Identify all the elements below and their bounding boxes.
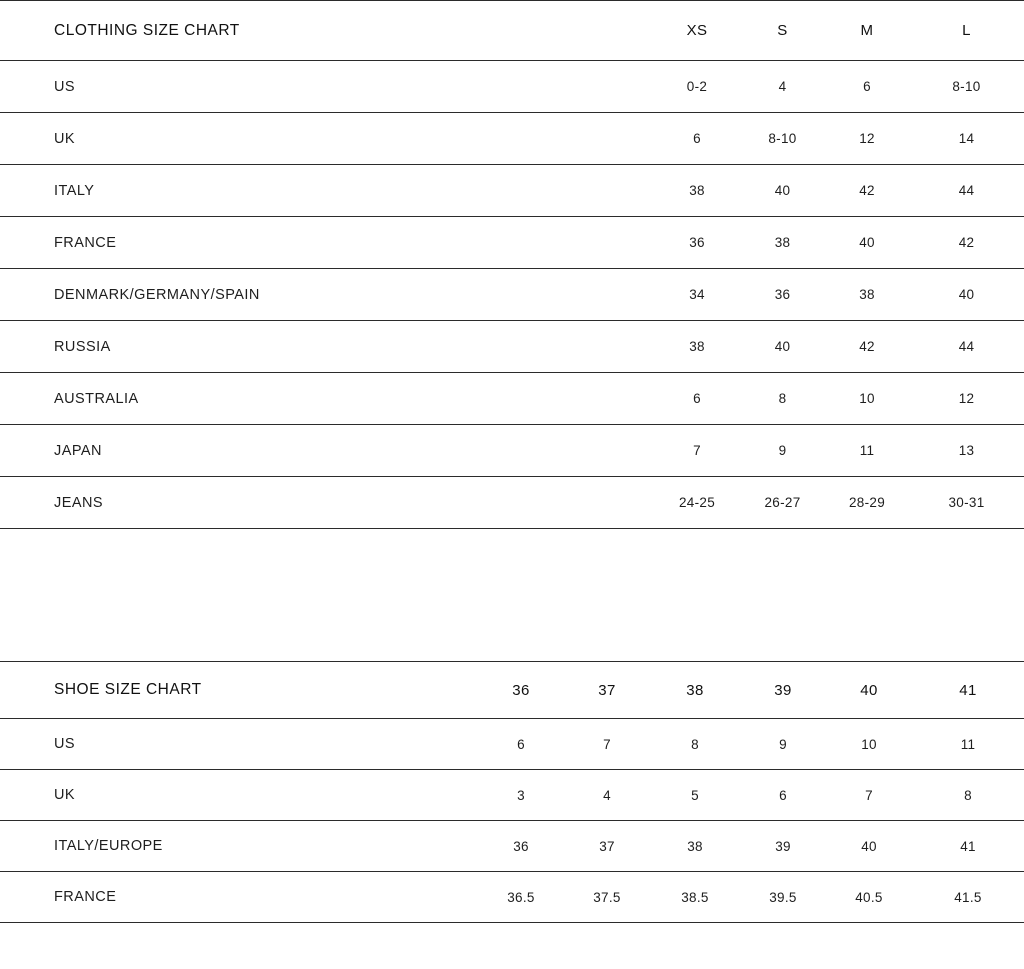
table-row	[0, 217, 1024, 269]
shoe-cell-france-37: 37.5	[593, 889, 621, 905]
clothing-row-label-uk: UK	[54, 130, 76, 147]
clothing-cell-australia-l: 12	[958, 391, 975, 406]
shoe-cell-italy-40: 40	[861, 838, 877, 854]
clothing-header-row	[0, 1, 1024, 61]
clothing-row-label-australia: AUSTRALIA	[54, 390, 139, 407]
table-row	[0, 477, 1024, 529]
clothing-cell-dgs-m: 38	[859, 287, 875, 302]
shoe-row-label-france: FRANCE	[54, 889, 117, 905]
clothing-cell-dgs-l: 40	[958, 287, 975, 302]
clothing-column-header-l: L	[962, 22, 971, 39]
clothing-cell-uk-s: 8-10	[768, 131, 797, 146]
clothing-cell-jeans-xs: 24-25	[678, 495, 716, 510]
shoe-cell-uk-37: 4	[603, 787, 611, 803]
table-row	[0, 321, 1024, 373]
clothing-cell-japan-m: 11	[859, 443, 875, 458]
clothing-row-label-japan: JAPAN	[54, 442, 102, 459]
clothing-cell-france-xs: 36	[689, 235, 705, 250]
clothing-cell-france-s: 38	[774, 235, 791, 250]
shoe-column-header-40: 40	[860, 681, 878, 699]
clothing-cell-italy-xs: 38	[689, 183, 705, 198]
clothing-cell-australia-m: 10	[859, 391, 875, 406]
table-row	[0, 165, 1024, 217]
clothing-cell-japan-xs: 7	[693, 443, 701, 458]
shoe-row-label-uk: UK	[54, 787, 76, 803]
shoe-cell-uk-36: 3	[517, 787, 525, 803]
clothing-cell-us-s: 4	[778, 79, 787, 94]
clothing-row-label-italy: ITALY	[54, 182, 95, 199]
clothing-cell-italy-l: 44	[958, 183, 975, 198]
clothing-cell-jeans-m: 28-29	[848, 495, 886, 510]
table-row	[0, 821, 1024, 872]
shoe-cell-us-41: 11	[960, 736, 976, 752]
shoe-cell-france-41: 41.5	[954, 889, 982, 905]
table-row	[0, 61, 1024, 113]
clothing-cell-dgs-s: 36	[774, 287, 791, 302]
clothing-cell-france-l: 42	[958, 235, 975, 250]
shoe-size-chart	[0, 661, 1024, 923]
bottom-padding	[0, 923, 1024, 969]
shoe-cell-italy-39: 39	[775, 838, 791, 854]
clothing-row-label-us: US	[54, 78, 76, 95]
clothing-cell-russia-xs: 38	[689, 339, 705, 354]
shoe-cell-italy-36: 36	[513, 838, 529, 854]
clothing-cell-jeans-s: 26-27	[764, 495, 801, 510]
shoe-cell-uk-40: 7	[865, 787, 873, 803]
clothing-column-header-m: M	[860, 22, 874, 39]
shoe-cell-us-39: 9	[779, 736, 787, 752]
shoe-column-header-39: 39	[774, 681, 792, 699]
clothing-cell-italy-m: 42	[859, 183, 875, 198]
shoe-cell-us-37: 7	[603, 736, 611, 752]
clothing-cell-us-xs: 0-2	[686, 79, 708, 94]
table-row	[0, 425, 1024, 477]
clothing-row-label-denmark-germany-spain: DENMARK/GERMANY/SPAIN	[54, 286, 260, 303]
shoe-row-label-italy-europe: ITALY/EUROPE	[54, 838, 163, 854]
clothing-cell-us-l: 8-10	[952, 79, 981, 94]
clothing-cell-australia-s: 8	[778, 391, 787, 406]
clothing-cell-japan-l: 13	[958, 443, 975, 458]
clothing-cell-uk-l: 14	[958, 131, 975, 146]
shoe-chart-title: SHOE SIZE CHART	[54, 681, 202, 698]
shoe-column-header-41: 41	[959, 681, 977, 699]
clothing-cell-us-m: 6	[863, 79, 871, 94]
clothing-chart-title: CLOTHING SIZE CHART	[54, 21, 240, 39]
clothing-cell-uk-xs: 6	[693, 131, 701, 146]
shoe-cell-uk-39: 6	[779, 787, 787, 803]
clothing-row-label-russia: RUSSIA	[54, 338, 111, 355]
shoe-cell-france-40: 40.5	[855, 889, 883, 905]
shoe-column-header-37: 37	[598, 681, 616, 699]
clothing-row-label-france: FRANCE	[54, 234, 117, 251]
shoe-cell-uk-41: 8	[964, 787, 972, 803]
clothing-cell-italy-s: 40	[774, 183, 791, 198]
clothing-cell-russia-l: 44	[958, 339, 975, 354]
shoe-cell-italy-41: 41	[960, 838, 976, 854]
clothing-cell-uk-m: 12	[859, 131, 875, 146]
shoe-cell-us-36: 6	[517, 736, 525, 752]
clothing-cell-japan-s: 9	[778, 443, 787, 458]
clothing-row-label-jeans: JEANS	[54, 494, 103, 511]
shoe-cell-italy-37: 37	[599, 838, 615, 854]
clothing-column-header-xs: XS	[686, 22, 708, 39]
clothing-chart-body	[0, 1, 1024, 529]
clothing-cell-jeans-l: 30-31	[948, 495, 985, 510]
shoe-cell-france-39: 39.5	[769, 889, 797, 905]
clothing-cell-russia-m: 42	[859, 339, 875, 354]
shoe-cell-france-36: 36.5	[507, 889, 535, 905]
shoe-cell-italy-38: 38	[687, 838, 703, 854]
shoe-column-header-38: 38	[686, 681, 704, 699]
table-row	[0, 872, 1024, 923]
shoe-cell-us-40: 10	[861, 736, 877, 752]
table-row	[0, 770, 1024, 821]
clothing-cell-australia-xs: 6	[693, 391, 701, 406]
shoe-cell-us-38: 8	[691, 736, 699, 752]
shoe-header-row	[0, 662, 1024, 719]
table-row	[0, 113, 1024, 165]
table-row	[0, 719, 1024, 770]
table-row	[0, 269, 1024, 321]
shoe-row-label-us: US	[54, 736, 76, 752]
shoe-chart-body	[0, 662, 1024, 923]
clothing-column-header-s: S	[777, 22, 788, 39]
chart-spacer	[0, 529, 1024, 661]
shoe-cell-france-38: 38.5	[681, 889, 709, 905]
clothing-cell-russia-s: 40	[774, 339, 791, 354]
clothing-cell-france-m: 40	[859, 235, 875, 250]
table-row	[0, 373, 1024, 425]
shoe-cell-uk-38: 5	[691, 787, 699, 803]
shoe-column-header-36: 36	[512, 681, 530, 699]
clothing-cell-dgs-xs: 34	[689, 287, 705, 302]
